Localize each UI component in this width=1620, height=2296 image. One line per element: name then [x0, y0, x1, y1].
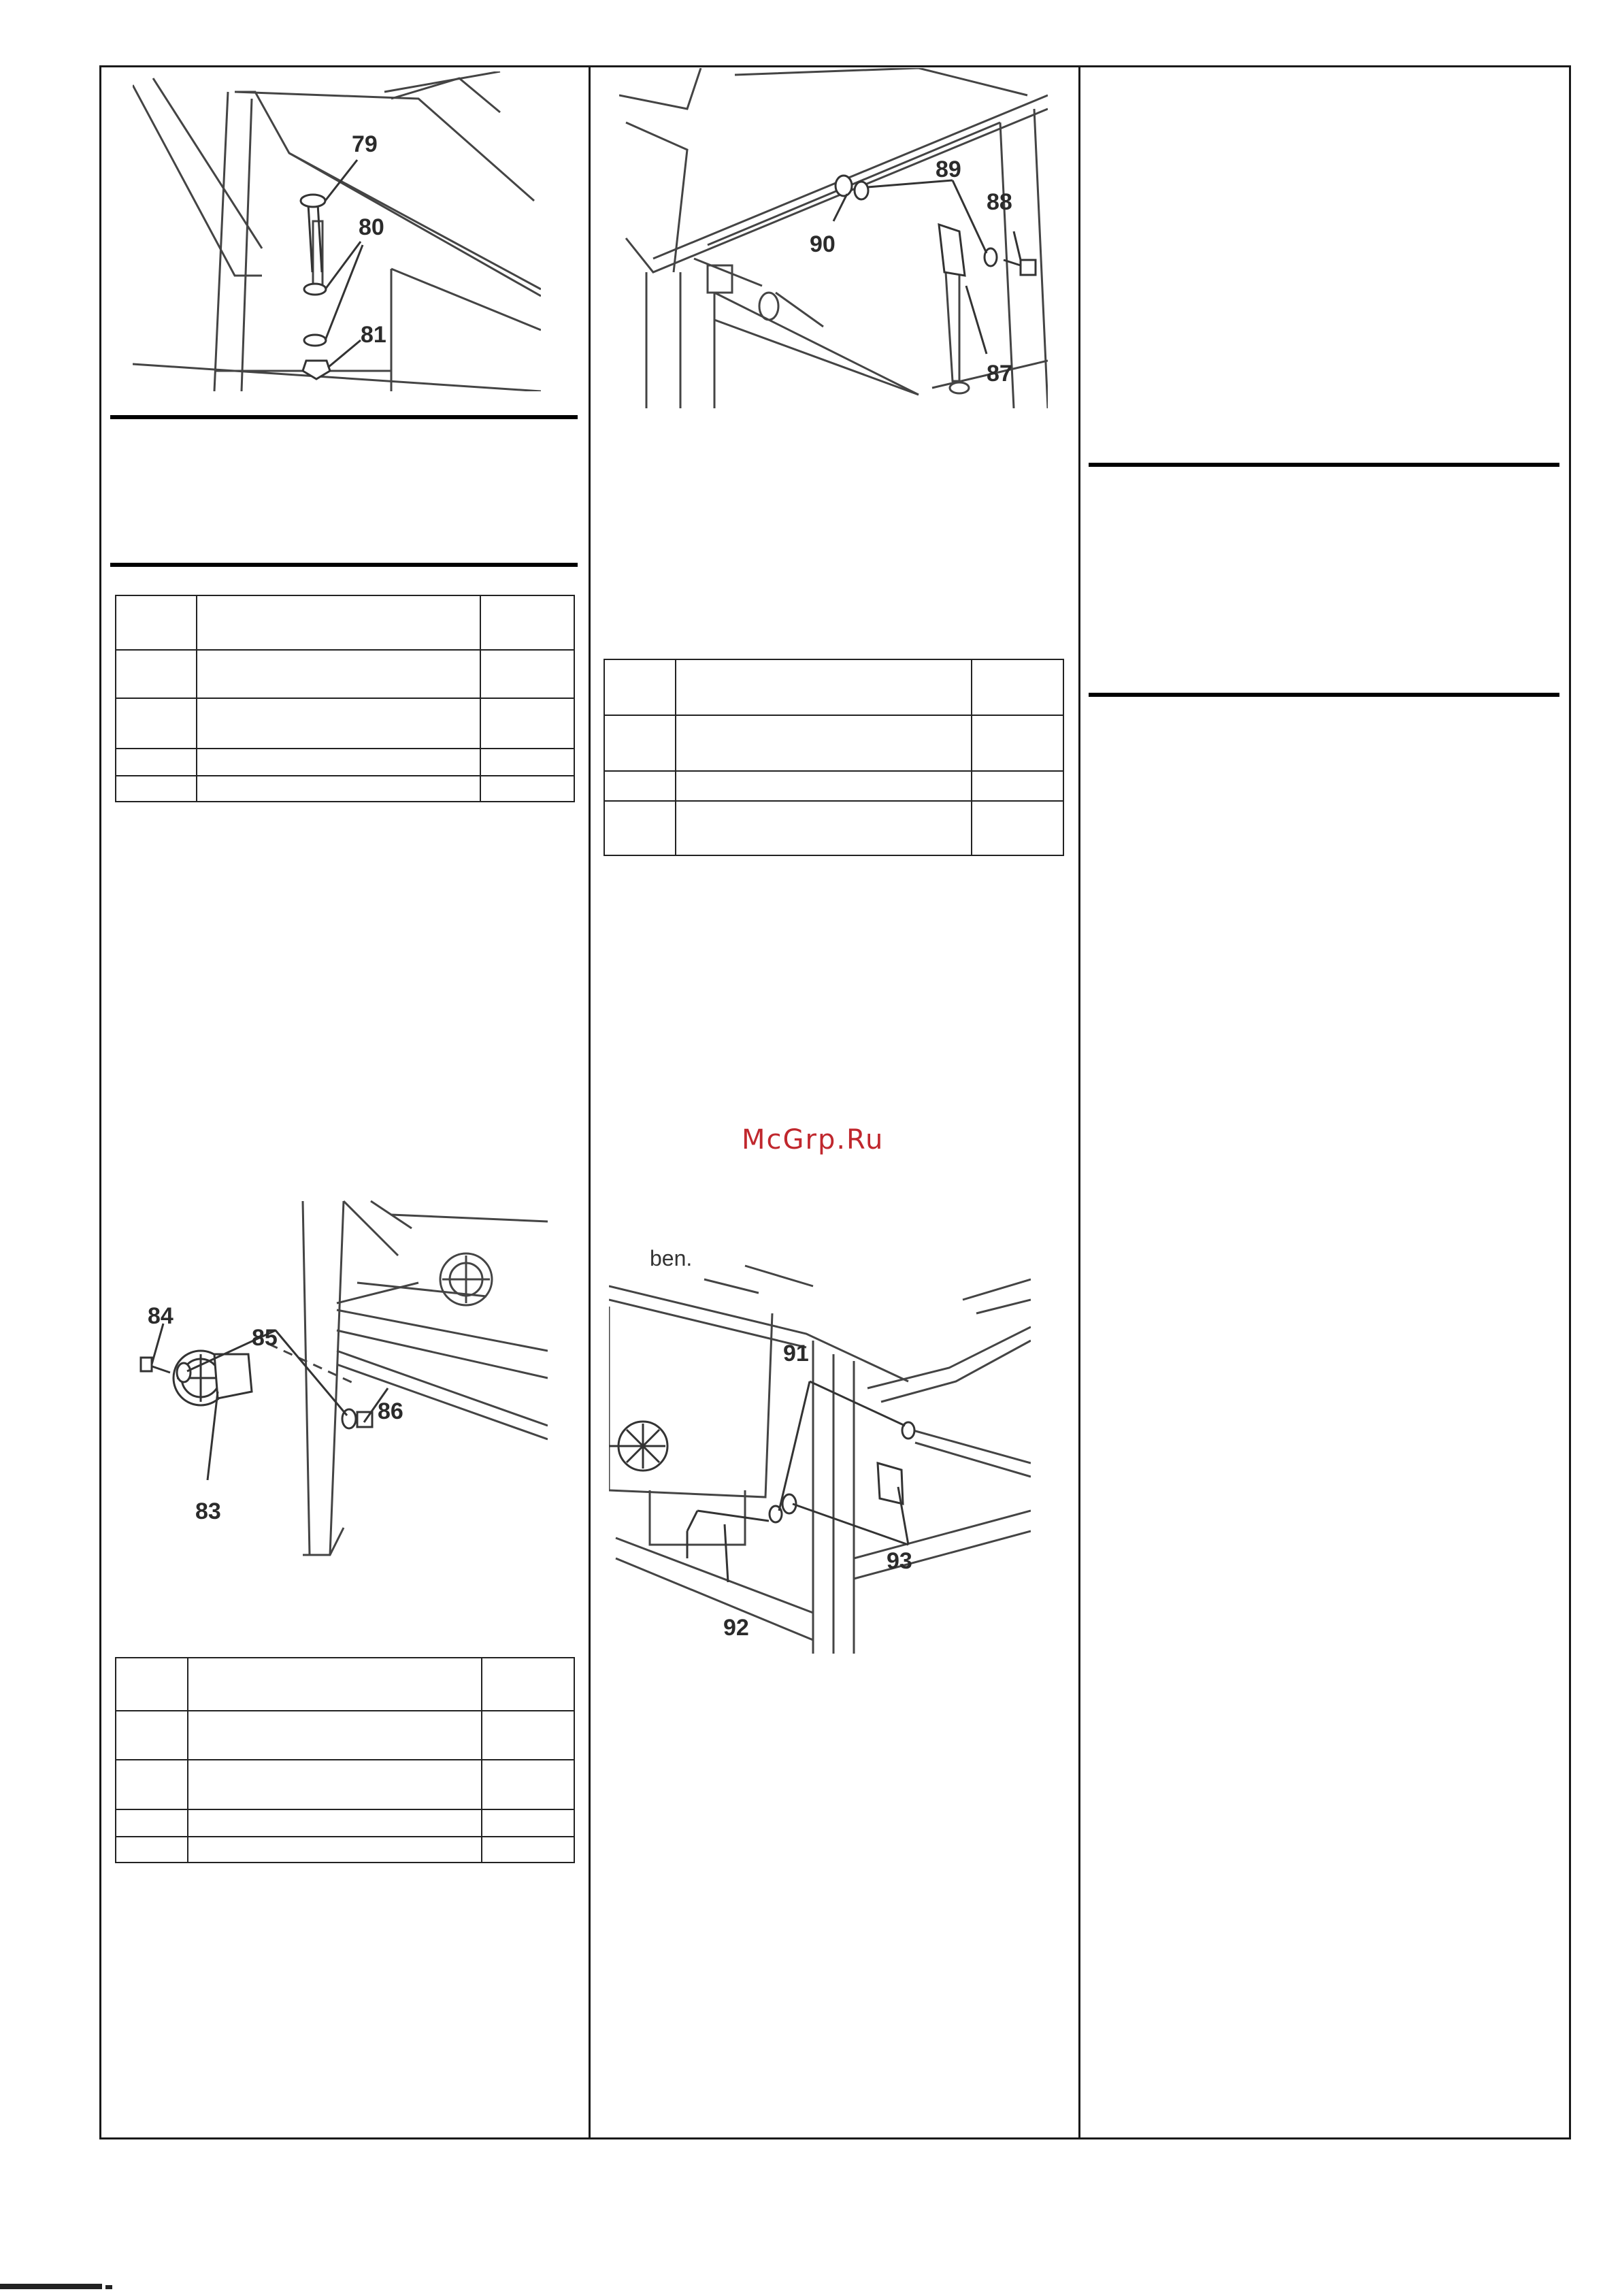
table-row: [116, 776, 574, 802]
bottom-corner-mark: [0, 2270, 122, 2293]
callout-84: 84: [148, 1303, 173, 1329]
table-row: [604, 771, 1063, 801]
parts-table-3: [115, 1657, 575, 1863]
figure-4-handle-assembly: [609, 1245, 1031, 1654]
callout-79: 79: [352, 131, 378, 157]
table-row: [116, 698, 574, 749]
table-row: [116, 650, 574, 698]
column-divider-2: [1078, 65, 1080, 2139]
parts-table-1: [115, 595, 575, 802]
callout-91: 91: [783, 1341, 809, 1366]
table-row: [116, 1809, 574, 1837]
section-rule-3b: [1089, 693, 1559, 697]
callout-86: 86: [378, 1398, 403, 1424]
callout-85: 85: [252, 1325, 278, 1351]
table-row: [116, 595, 574, 650]
parts-table-2: [604, 659, 1064, 856]
watermark-text: McGrp.Ru: [742, 1124, 885, 1155]
figure-3-wheel-assembly: [133, 1187, 548, 1562]
figure-1-leg-bolt-assembly: [133, 71, 541, 391]
table-row: [604, 715, 1063, 771]
table-row: [116, 749, 574, 776]
figure-label-ben: ben.: [650, 1246, 693, 1270]
callout-87: 87: [987, 361, 1012, 387]
callout-83: 83: [195, 1498, 221, 1524]
figure-4-drawing: [609, 1245, 1031, 1654]
section-rule-1b: [110, 563, 578, 567]
callout-80: 80: [359, 214, 384, 240]
section-rule-3a: [1089, 463, 1559, 467]
figure-2-drawing: [619, 68, 1048, 408]
figure-1-drawing: [133, 71, 541, 391]
callout-92: 92: [723, 1615, 749, 1641]
figure-2-side-bracket-assembly: [619, 68, 1048, 408]
table-row: [116, 1760, 574, 1809]
callout-90: 90: [810, 231, 836, 257]
column-divider-1: [589, 65, 591, 2139]
table-row: [116, 1658, 574, 1711]
table-row: [116, 1711, 574, 1760]
figure-3-drawing: [133, 1187, 548, 1562]
section-rule-1a: [110, 415, 578, 419]
callout-89: 89: [936, 157, 961, 182]
table-row: [116, 1837, 574, 1863]
callout-81: 81: [361, 322, 386, 348]
callout-93: 93: [887, 1548, 912, 1574]
table-row: [604, 659, 1063, 715]
table-row: [604, 801, 1063, 855]
callout-88: 88: [987, 189, 1012, 215]
